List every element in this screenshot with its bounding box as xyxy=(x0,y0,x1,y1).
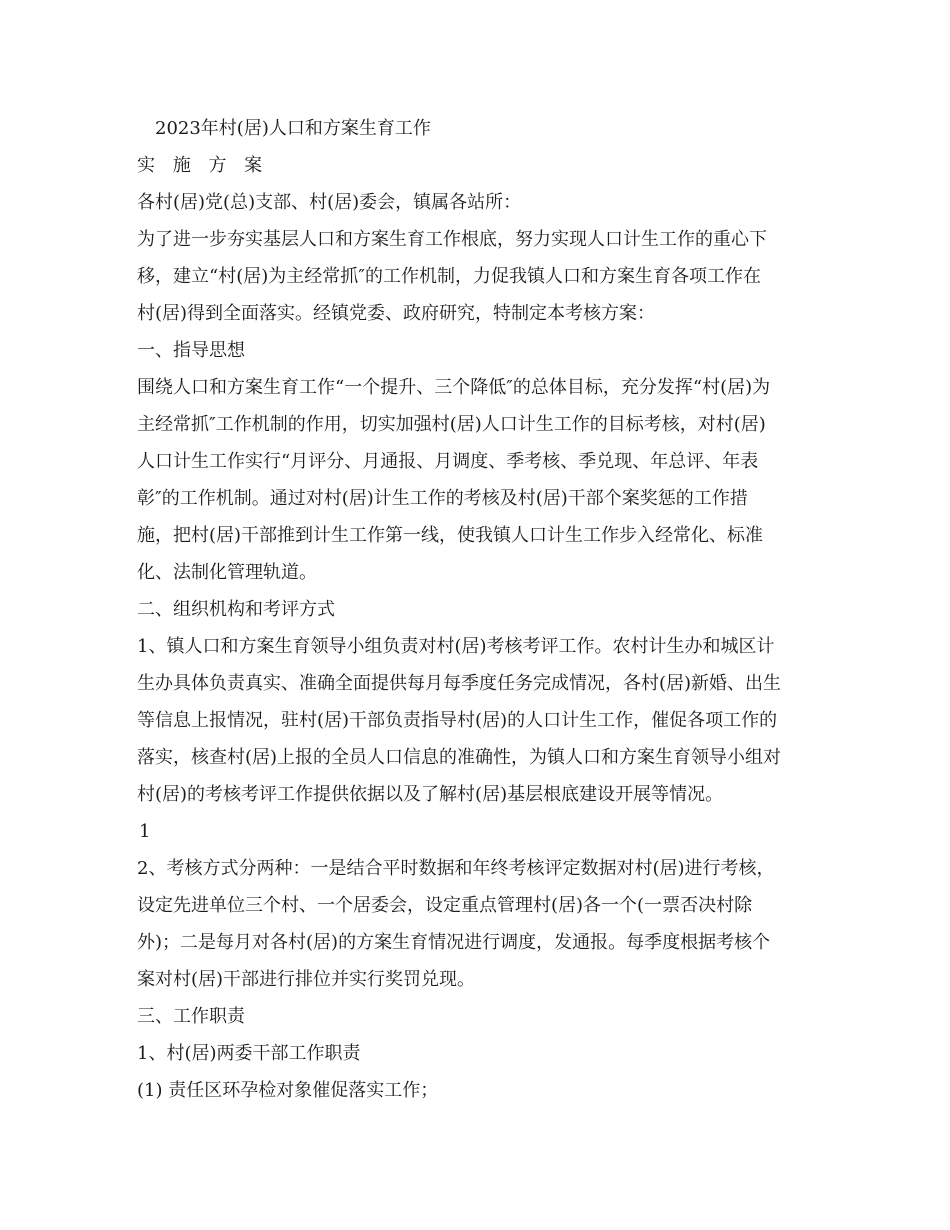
section-heading: 三、工作职责 xyxy=(137,1006,245,1027)
paragraph-line: 化、法制化管理轨道。 xyxy=(137,562,317,583)
paragraph-line: 主经常抓″工作机制的作用，切实加强村(居)人口计生工作的目标考核，对村(居) xyxy=(137,414,766,435)
paragraph-line: 村(居)得到全面落实。经镇党委、政府研究，特制定本考核方案： xyxy=(137,303,656,324)
section-heading: 二、组织机构和考评方式 xyxy=(137,599,335,620)
paragraph-line: 等信息上报情况，驻村(居)干部负责指导村(居)的人口计生工作，催促各项工作的 xyxy=(137,710,778,731)
document-title: 2023年村(居)人口和方案生育工作 xyxy=(155,118,431,139)
paragraph-line: 彰″的工作机制。通过对村(居)计生工作的考核及村(居)干部个案奖惩的工作措 xyxy=(137,488,748,509)
document-subtitle: 实 施 方 案 xyxy=(137,155,269,176)
paragraph-line: 案对村(居)干部进行排位并实行奖罚兑现。 xyxy=(137,969,476,990)
document-body xyxy=(137,110,817,1109)
paragraph-line: 移，建立“村(居)为主经常抓″的工作机制，力促我镇人口和方案生育各项工作在 xyxy=(137,266,761,287)
paragraph-line: 2、考核方式分两种：一是结合平时数据和年终考核评定数据对村(居)进行考核， xyxy=(137,858,775,879)
paragraph-line: 设定先进单位三个村、一个居委会，设定重点管理村(居)各一个(一票否决村除 xyxy=(137,895,753,916)
paragraph-line: 1、镇人口和方案生育领导小组负责对村(居)考核考评工作。农村计生办和城区计 xyxy=(137,636,775,657)
paragraph-line: 村(居)的考核考评工作提供依据以及了解村(居)基层根底建设开展等情况。 xyxy=(137,784,724,805)
page-number: 1 xyxy=(139,821,151,842)
paragraph-line: 为了进一步夯实基层人口和方案生育工作根底，努力实现人口计生工作的重心下 xyxy=(137,229,767,250)
paragraph-line: 施，把村(居)干部推到计生工作第一线，使我镇人口计生工作步入经常化、标准 xyxy=(137,525,764,546)
subsection-heading: 1、村(居)两委干部工作职责 xyxy=(137,1043,361,1064)
paragraph-line: 人口计生工作实行“月评分、月通报、月调度、季考核、季兑现、年总评、年表 xyxy=(137,451,759,472)
section-heading: 一、指导思想 xyxy=(137,340,245,361)
list-item: (1) 责任区环孕检对象催促落实工作； xyxy=(137,1080,439,1101)
paragraph-line: 围绕人口和方案生育工作“一个提升、三个降低″的总体目标，充分发挥“村(居)为 xyxy=(137,377,771,398)
paragraph-line: 落实，核查村(居)上报的全员人口信息的准确性，为镇人口和方案生育领导小组对 xyxy=(137,747,782,768)
paragraph-line: 生办具体负责真实、准确全面提供每月每季度任务完成情况，各村(居)新婚、出生 xyxy=(137,673,782,694)
paragraph-line: 外)；二是每月对各村(居)的方案生育情况进行调度，发通报。每季度根据考核个 xyxy=(137,932,771,953)
salutation: 各村(居)党(总)支部、村(居)委会，镇属各站所： xyxy=(137,192,522,213)
